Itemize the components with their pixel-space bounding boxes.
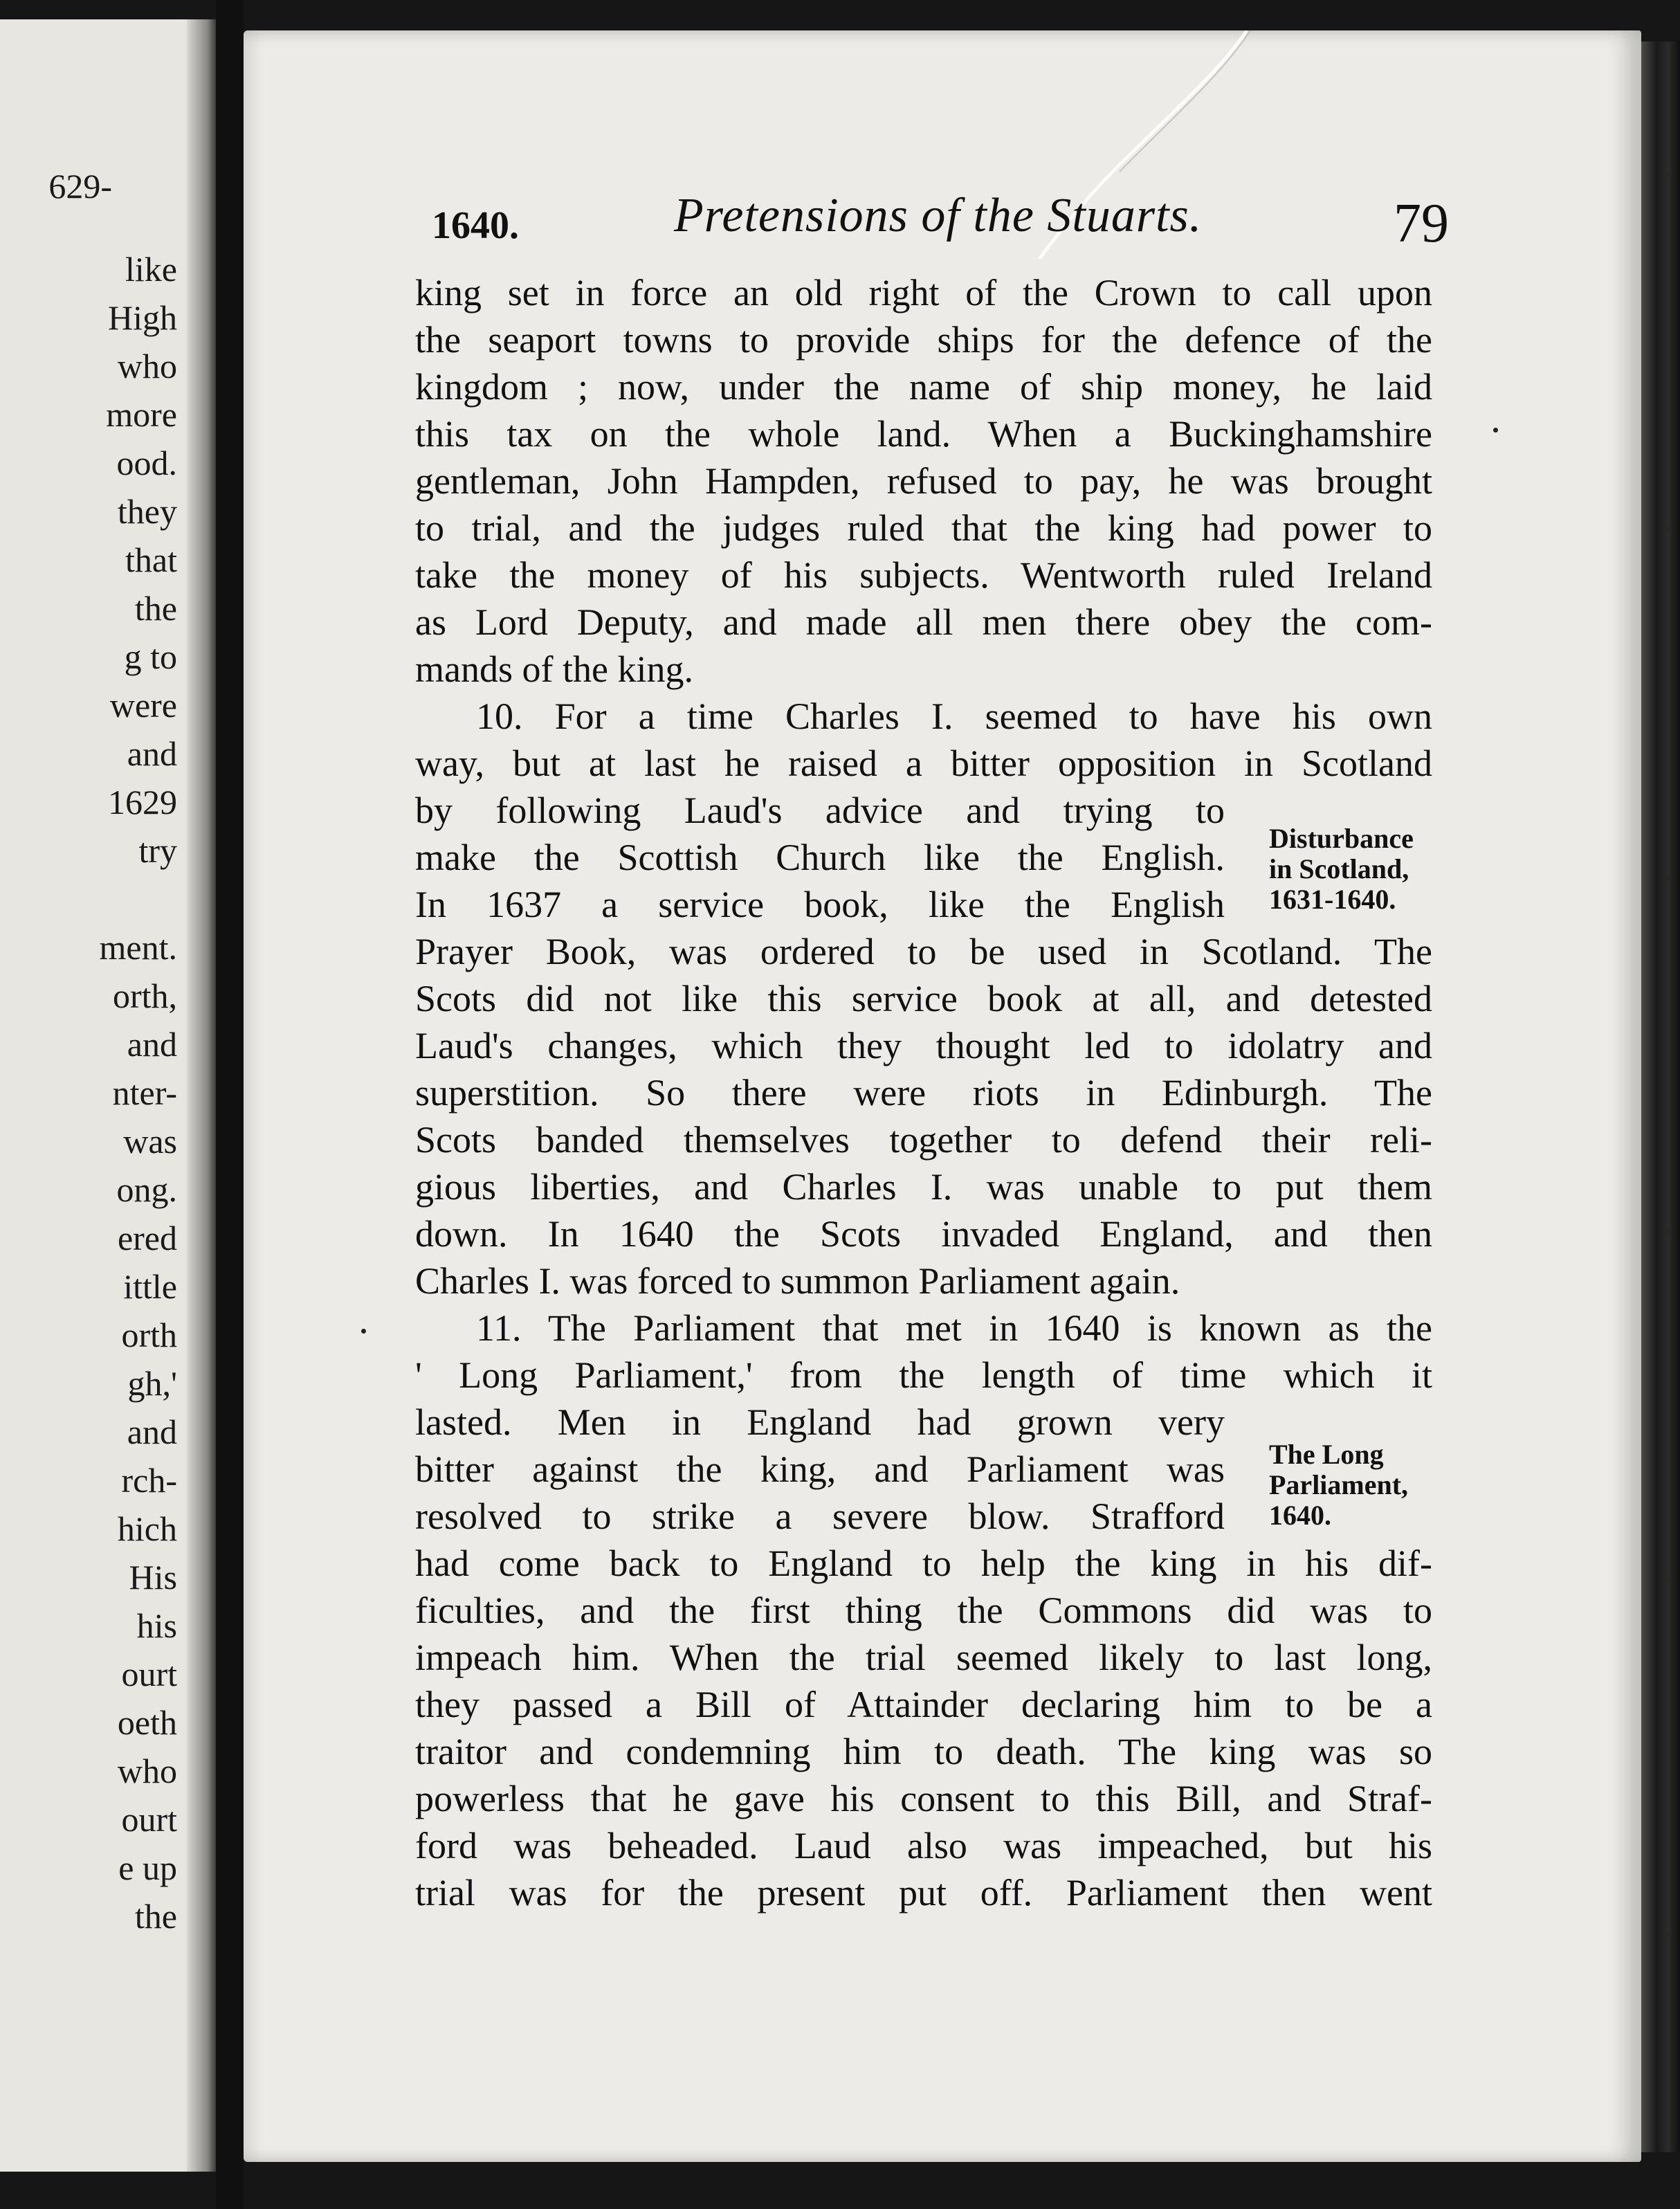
- left-page-line: His: [129, 1558, 177, 1597]
- left-page-line: that: [125, 540, 177, 579]
- text-line: the seaport towns to provide ships for the defence of the: [415, 319, 1432, 361]
- side-note-long-parliament: [1269, 1439, 1442, 1531]
- text-line: gentleman, John Hampden, refused to pay, he was brought: [415, 460, 1432, 502]
- text-line: had come back to England to help the king in his dif-: [415, 1543, 1432, 1584]
- left-page-line: more: [106, 395, 177, 434]
- left-page-line: g to: [124, 637, 177, 676]
- text-line: gious liberties, and Charles I. was unable to put them: [415, 1166, 1432, 1208]
- text-line: Scots banded themselves together to defend their reli-: [415, 1119, 1432, 1161]
- left-page-line: ong.: [116, 1170, 177, 1209]
- left-page-line: High: [108, 298, 177, 337]
- text-line: Scots did not like this service book at all, and detested: [415, 978, 1432, 1019]
- text-line: Prayer Book, was ordered to be used in Scotland. The: [415, 931, 1432, 972]
- left-page-line: the: [134, 1897, 177, 1936]
- text-line: kingdom ; now, under the name of ship money, he laid: [415, 366, 1432, 408]
- left-page-line: nter-: [112, 1073, 177, 1112]
- side-note-line: Parliament,: [1269, 1469, 1409, 1500]
- side-note-scotland: [1269, 824, 1442, 915]
- left-page-line: orth,: [112, 976, 177, 1015]
- text-line: lasted. Men in England had grown very: [415, 1401, 1225, 1443]
- text-line: powerless that he gave his consent to this Bill, and Straf-: [415, 1778, 1432, 1819]
- paragraph-11-start: 11. The Parliament that met in 1640 is known as the: [476, 1307, 1432, 1349]
- side-note-line: 1640.: [1269, 1500, 1331, 1531]
- left-facing-page: [0, 19, 216, 2172]
- running-header: [432, 174, 1641, 254]
- page-edge-shadow: [1641, 42, 1680, 2152]
- text-line: take the money of his subjects. Wentworth ruled Ireland: [415, 554, 1432, 596]
- left-page-line: ment.: [99, 928, 177, 967]
- left-page-line: was: [123, 1122, 177, 1161]
- side-note-line: Disturbance: [1269, 823, 1414, 854]
- ink-speck: [1493, 428, 1498, 433]
- text-line: resolved to strike a severe blow. Strafford: [415, 1496, 1225, 1537]
- text-line: ficulties, and the first thing the Commons did was to: [415, 1590, 1432, 1631]
- text-line: this tax on the whole land. When a Buckinghamshire: [415, 413, 1432, 455]
- left-page-line: who: [117, 1752, 177, 1790]
- text-line: superstition. So there were riots in Edinburgh. The: [415, 1072, 1432, 1113]
- left-page-fold: [187, 19, 216, 2172]
- left-page-line: like: [125, 250, 177, 289]
- left-page-line: his: [136, 1606, 177, 1645]
- header-year: 1640.: [432, 204, 519, 247]
- ink-speck: [361, 1329, 366, 1334]
- left-page-line: try: [138, 831, 177, 870]
- left-page-line: ered: [117, 1219, 177, 1257]
- text-line: as Lord Deputy, and made all men there obey the com-: [415, 601, 1432, 643]
- left-page-line: ourt: [121, 1800, 177, 1839]
- page-number: 79: [1394, 193, 1449, 254]
- text-line: mands of the king.: [415, 648, 693, 690]
- text-line: traitor and condemning him to death. The king was so: [415, 1731, 1432, 1772]
- left-page-line: the: [134, 589, 177, 628]
- left-page-line: 1629: [108, 783, 177, 821]
- left-page-line: and: [127, 734, 177, 773]
- text-line: by following Laud's advice and trying to: [415, 790, 1225, 831]
- text-line: way, but at last he raised a bitter opposition in Scotland: [415, 743, 1432, 784]
- left-page-line: ood.: [116, 444, 177, 482]
- book-page-79: [244, 30, 1641, 2162]
- side-note-line: 1631-1640.: [1269, 884, 1396, 915]
- left-page-line: they: [117, 492, 177, 531]
- left-page-line: ittle: [123, 1267, 177, 1306]
- left-page-line: and: [127, 1412, 177, 1451]
- paragraph-10-start: 10. For a time Charles I. seemed to have his own: [476, 696, 1432, 737]
- text-line: Charles I. was forced to summon Parliament again.: [415, 1260, 1180, 1302]
- text-line: make the Scottish Church like the English.: [415, 837, 1225, 878]
- text-line: they passed a Bill of Attainder declaring him to be a: [415, 1684, 1432, 1725]
- left-page-line: e up: [118, 1848, 177, 1887]
- text-line: down. In 1640 the Scots invaded England, and then: [415, 1213, 1432, 1255]
- left-page-line: hich: [117, 1509, 177, 1548]
- text-line: bitter against the king, and Parliament was: [415, 1448, 1225, 1490]
- side-note-line: The Long: [1269, 1439, 1384, 1470]
- text-line: king set in force an old right of the Crown to call upon: [415, 272, 1432, 313]
- left-page-line: rch-: [121, 1461, 177, 1500]
- left-page-line: oeth: [117, 1703, 177, 1742]
- left-page-line: gh,': [127, 1364, 177, 1403]
- text-line: In 1637 a service book, like the English: [415, 884, 1225, 925]
- left-page-line: were: [109, 686, 177, 725]
- left-page-line: ourt: [121, 1655, 177, 1693]
- text-line: impeach him. When the trial seemed likely to last long,: [415, 1637, 1432, 1678]
- running-title: Pretensions of the Stuarts.: [674, 189, 1203, 242]
- text-line: to trial, and the judges ruled that the king had power to: [415, 507, 1432, 549]
- left-page-line: orth: [121, 1316, 177, 1354]
- text-line: ford was beheaded. Laud also was impeached, but his: [415, 1825, 1432, 1866]
- text-line: trial was for the present put off. Parliament then went: [415, 1872, 1432, 1913]
- text-line: ' Long Parliament,' from the length of time which it: [415, 1354, 1432, 1396]
- text-line: Laud's changes, which they thought led to idolatry and: [415, 1025, 1432, 1066]
- side-note-line: in Scotland,: [1269, 853, 1409, 884]
- book-gutter: [216, 0, 244, 2209]
- left-page-line: who: [117, 347, 177, 385]
- left-page-line: 629-: [48, 167, 112, 206]
- left-page-line: and: [127, 1025, 177, 1064]
